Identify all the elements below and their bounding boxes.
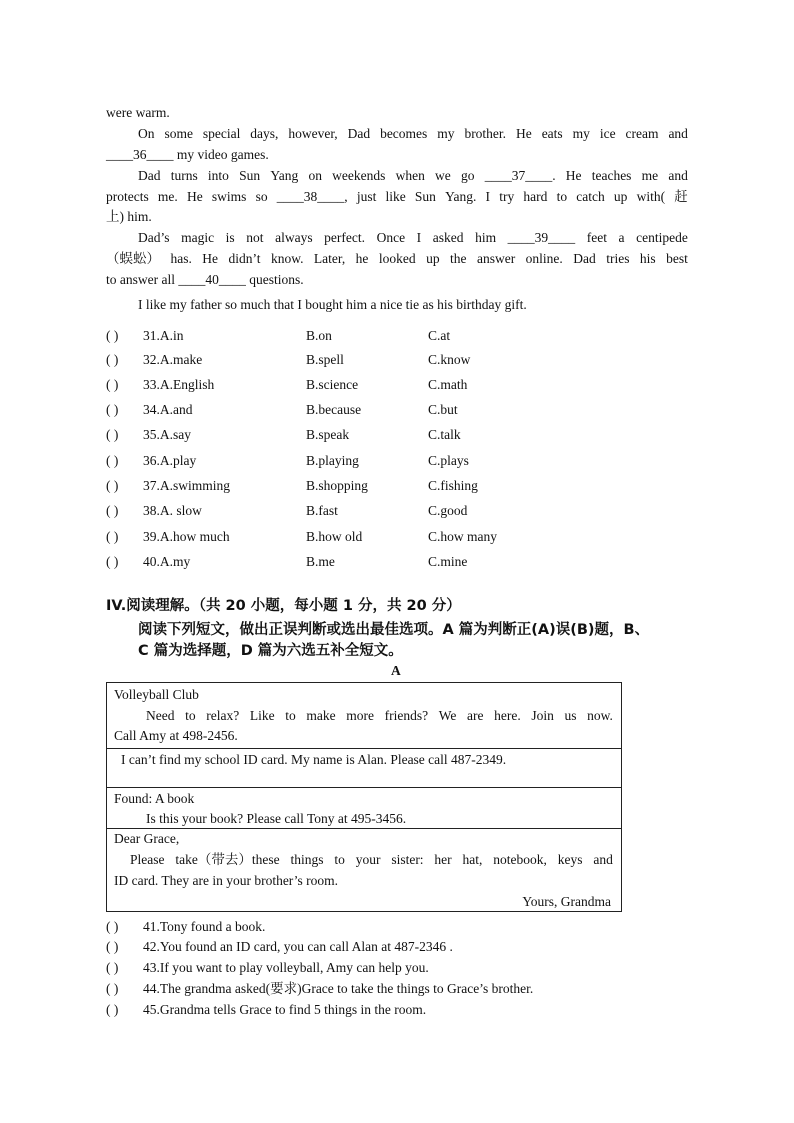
option-b: B.playing [306,453,359,468]
word: is [225,230,235,245]
word: swims [211,189,247,204]
option-c: C.math [428,377,468,392]
word: becomes [380,126,428,141]
letter-text [130,850,613,870]
word: cream [625,126,659,141]
option-a: 34.A.and [143,402,193,417]
cloze-question [106,326,566,346]
word: now. [587,708,613,723]
word: He [516,126,532,141]
answer-blank[interactable]: ( ) [106,554,119,569]
word: relax? [206,708,240,723]
word: （蜈蚣） [106,251,160,266]
option-c: C.fishing [428,478,478,493]
letter-text: ID card. They are in your brother’s room. [114,873,339,888]
cloze-question [106,527,566,547]
option-a: 40.A.my [143,554,191,569]
answer-blank[interactable]: ( ) [106,352,119,367]
word: perfect. [324,230,366,245]
word: special [202,126,241,141]
word: ____39____ [507,230,576,245]
cloze-question [106,350,566,370]
option-b: B.because [306,402,362,417]
word: my [437,126,455,141]
word: are [467,708,484,723]
answer-blank[interactable]: ( ) [106,503,119,518]
word: He [202,251,219,266]
passage-line: I like my father so much that I bought him a nice tie as his birthday gift. [138,297,527,312]
judge-question [106,1000,666,1020]
word: Like [249,708,275,723]
word: didn’t [228,251,261,266]
option-b: B.shopping [306,478,368,493]
word: tries [606,251,630,266]
option-b: B.on [306,328,332,343]
option-b: B.fast [306,503,338,518]
notice-text [146,706,613,726]
option-c: C.mine [428,554,468,569]
option-a: 33.A.English [143,377,215,392]
word: up [426,251,440,266]
option-c: C.how many [428,529,497,544]
option-c: C.plays [428,453,469,468]
word: so [255,189,268,204]
word: ____37____. [484,168,556,183]
letter-signature: Yours, Grandma [522,894,611,909]
word: Sun [414,189,436,204]
word: has. [170,251,192,266]
passage-line: to answer all ____40____ questions. [106,272,304,287]
judge-question [106,917,666,937]
word: up [613,189,628,204]
word: I [416,230,422,245]
question-text: 41.Tony found a book. [143,919,266,934]
option-c: C.good [428,503,468,518]
word: not [246,230,264,245]
word: go [460,168,475,183]
word: and [668,168,688,183]
word: to [334,852,345,867]
answer-blank[interactable]: ( ) [106,529,119,544]
word: and [593,852,613,867]
word: to [285,708,296,723]
passage-line: 上) him. [106,209,152,224]
word: We [438,708,457,723]
answer-blank[interactable]: ( ) [106,939,119,954]
word: hard [523,189,548,204]
word: he [355,251,369,266]
judge-question [106,937,666,957]
word: best [666,251,688,266]
section-instruction: C 篇为选择题，D 篇为六选五补全短文。 [138,643,403,659]
cloze-question [106,425,566,445]
word: Later, [313,251,346,266]
passage-label: A [391,663,401,678]
word: Yang [270,168,299,183]
word: me. [157,189,178,204]
cloze-question [106,552,566,572]
cloze-question [106,451,566,471]
option-b: B.how old [306,529,363,544]
passage-line [106,187,688,207]
cloze-question [106,375,566,395]
notice-text: I can’t find my school ID card. My name is Alan. Please call 487-2349. [121,752,507,767]
word: centipede [636,230,688,245]
notice-title: Found: A book [114,791,195,806]
letter-greeting: Dear Grace, [114,831,180,846]
word: like [385,189,406,204]
option-b: B.science [306,377,359,392]
question-text: 43.If you want to play volleyball, Amy can help you. [143,960,429,975]
passage-line [138,166,688,186]
option-a: 31.A.in [143,328,184,343]
word: things [290,852,324,867]
word: take（带去）these [175,852,280,867]
notice-title: Volleyball Club [114,687,199,702]
option-a: 35.A.say [143,427,191,442]
answer-blank[interactable]: ( ) [106,478,119,493]
notice-found-book [107,787,621,828]
answer-blank[interactable]: ( ) [106,427,119,442]
word: into [207,168,229,183]
word: and [668,126,688,141]
word: me [641,168,659,183]
word: more [346,708,374,723]
word: Dad [573,251,596,266]
word: know. [270,251,304,266]
word: He [565,168,582,183]
word: Dad’s [138,230,170,245]
word: protects [106,189,149,204]
word: Dad [138,168,161,183]
option-b: B.spell [306,352,344,367]
word: the [450,251,467,266]
word: 赶 [674,189,688,204]
cloze-question [106,400,566,420]
passage-line [138,124,688,144]
answer-blank[interactable]: ( ) [106,981,119,996]
notice-text: Is this your book? Please call Tony at 495-3456. [146,811,407,826]
option-c: C.talk [428,427,461,442]
word: answer [476,251,516,266]
word: just [356,189,377,204]
answer-blank[interactable]: ( ) [106,453,119,468]
word: ____38____, [276,189,348,204]
option-b: B.me [306,554,335,569]
notice-table [106,682,622,912]
section-instruction: 阅读下列短文，做出正误判断或选出最佳选项。A 篇为判断正(A)误(B)题，B、 [138,622,650,638]
passage-line: ____36____ my video games. [106,147,269,162]
word: feet [586,230,607,245]
option-a: 32.A.make [143,352,203,367]
passage-line [138,228,688,248]
notice-volleyball [107,683,621,748]
word: here. [494,708,521,723]
passage-line: were warm. [106,105,170,120]
option-a: 39.A.how much [143,529,230,544]
word: asked [432,230,464,245]
word: hat, [462,852,483,867]
word: teaches [591,168,632,183]
answer-blank[interactable]: ( ) [106,328,119,343]
word: days, [250,126,279,141]
word: sister: [391,852,424,867]
word: him [475,230,497,245]
judge-question [106,979,666,999]
word: brother. [464,126,507,141]
option-b: B.speak [306,427,350,442]
word: Sun [239,168,261,183]
option-a: 38.A. slow [143,503,202,518]
answer-blank[interactable]: ( ) [106,1002,119,1017]
option-c: C.know [428,352,471,367]
notice-text: Call Amy at 498-2456. [114,728,238,743]
option-a: 37.A.swimming [143,478,231,493]
answer-blank[interactable]: ( ) [106,960,119,975]
word: to [185,708,196,723]
word: On [138,126,155,141]
option-c: C.at [428,328,451,343]
word: some [164,126,193,141]
word: keys [557,852,583,867]
word: weekends [332,168,386,183]
word: magic [181,230,215,245]
word: eats [541,126,563,141]
word: we [435,168,451,183]
notice-lost-id [107,748,621,787]
passage-line [106,249,688,269]
word: I [485,189,491,204]
question-text: 42.You found an ID card, you can call Alan at 487-2346 . [143,939,453,954]
word: however, [288,126,338,141]
word: when [395,168,425,183]
word: always [275,230,313,245]
cloze-question [106,476,566,496]
option-c: C.but [428,402,458,417]
answer-blank[interactable]: ( ) [106,402,119,417]
answer-blank[interactable]: ( ) [106,377,119,392]
judge-question [106,958,666,978]
word: Yang. [445,189,477,204]
word: on [308,168,322,183]
word: try [499,189,515,204]
word: Please [130,852,165,867]
word: us [564,708,577,723]
word: a [618,230,625,245]
word: my [572,126,590,141]
word: catch [576,189,605,204]
question-text: 45.Grandma tells Grace to find 5 things in the room. [143,1002,427,1017]
word: looked [378,251,416,266]
word: notebook, [493,852,547,867]
option-a: 36.A.play [143,453,197,468]
word: her [434,852,452,867]
notice-letter [107,828,621,912]
word: Once [376,230,406,245]
word: to [556,189,568,204]
word: his [639,251,656,266]
section-heading: IV.阅读理解。（共 20 小题，每小题 1 分，共 20 分） [106,598,461,614]
word: turns [170,168,198,183]
word: ice [599,126,616,141]
word: Dad [347,126,371,141]
word: Need [146,708,175,723]
word: with( [636,189,666,204]
cloze-question [106,501,566,521]
answer-blank[interactable]: ( ) [106,919,119,934]
word: friends? [384,708,429,723]
word: Join [531,708,554,723]
word: your [355,852,381,867]
word: make [306,708,336,723]
question-text: 44.The grandma asked(要求)Grace to take the things to Grace’s brother. [143,981,534,996]
word: He [186,189,203,204]
word: online. [525,251,563,266]
